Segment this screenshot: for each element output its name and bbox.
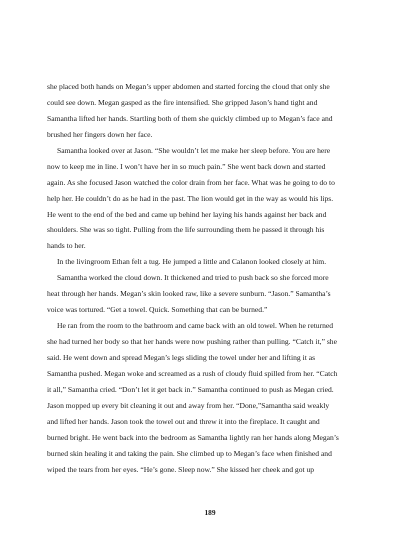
text-line: burned bright. He went back into the bedroom as Samantha lightly ran her hands along Megan’s [47, 432, 339, 442]
text-line: hands to her. [47, 241, 86, 251]
text-line: it all,” Samantha cried. “Don’t let it get back in.” Samantha continued to push as Megan cried. [47, 384, 334, 394]
text-line: Samantha pushed. Megan woke and screamed as a rush of cloudy fluid spilled from her. “Catch [47, 368, 338, 378]
text-line: Samantha looked over at Jason. “She wouldn’t let me make her sleep before. You are here [57, 145, 331, 155]
text-line: said. He went down and spread Megan’s legs sliding the towel under her and lifting it as [47, 352, 316, 362]
text-line: Samantha lifted her hands. Startling both of them she quickly climbed up to Megan’s face and [47, 113, 333, 123]
text-line: again. As she focused Jason watched the color drain from her face. What was he going to do to [47, 177, 335, 187]
text-line: Jason mopped up every bit cleaning it out and away from her. “Done,”Samantha said weakly [47, 400, 330, 410]
text-line: help her. He couldn’t do as he had in the past. The lion would get in the way as would his lips. [47, 193, 334, 203]
text-line: could see down. Megan gasped as the fire intensified. She gripped Jason’s hand tight and [47, 97, 318, 107]
text-line: voice was tortured. “Get a towel. Quick. Something that can be burned.” [47, 305, 268, 315]
page-number: 189 [204, 508, 216, 517]
text-line: now to keep me in line. I won’t have her in so much pain.” She went back down and started [47, 161, 326, 171]
text-line: heat through her hands. Megan’s skin looked raw, like a severe sunburn. “Jason.” Samantha’s [47, 289, 331, 299]
text-line: Samantha worked the cloud down. It thickened and tried to push back so she forced more [57, 273, 329, 283]
text-line: she placed both hands on Megan’s upper abdomen and started forcing the cloud that only she [47, 82, 330, 91]
text-line: In the livingroom Ethan felt a tug. He jumped a little and Calanon looked closely at him. [57, 257, 327, 267]
text-line: He went to the end of the bed and came up behind her laying his hands against her back and [47, 209, 327, 219]
text-line: brushed her fingers down her face. [47, 129, 153, 139]
text-line: shoulders. She was so tight. Pulling from the life surrounding them he passed it through his [47, 225, 325, 235]
text-line: He ran from the room to the bathroom and came back with an old towel. When he returned [57, 321, 334, 331]
text-line: wiped the tears from her eyes. “He’s gone. Sleep now.” She kissed her cheek and got up [47, 464, 315, 474]
text-line: and lifted her hands. Jason took the towel out and threw it into the fireplace. It caught and [47, 416, 320, 426]
text-line: burned skin healing it and taking the pain. She climbed up to Megan’s face when finished and [47, 448, 332, 458]
body-text [47, 79, 377, 477]
text-line: she had turned her body so that her hands were now pushing rather than pulling. “Catch it,” she [47, 337, 337, 346]
